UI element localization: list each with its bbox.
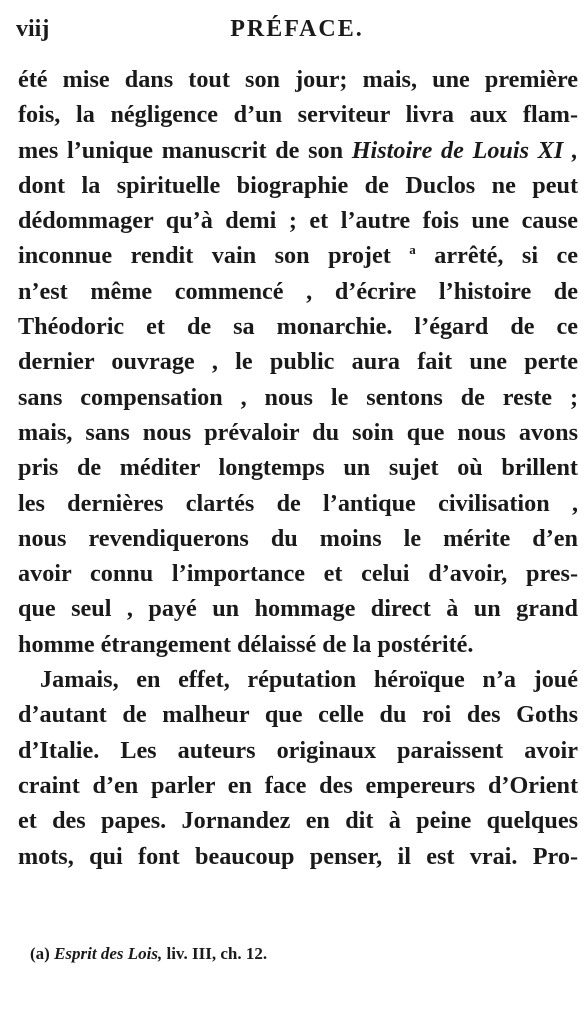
text-line: dont la spirituelle biographie de Duclos ne peut — [18, 171, 578, 199]
text-line: mots, qui font beaucoup penser, il est vrai. Pro- — [18, 842, 578, 870]
footnote-marker: (a) — [30, 944, 50, 963]
text-line: Jamais, en effet, réputation héroïque n’a joué — [40, 666, 578, 694]
footnote-source: Esprit des Lois, — [54, 944, 163, 963]
text-line: n’est même commencé , d’écrire l’histoire de — [18, 277, 578, 305]
footnote-reference-text: liv. III, ch. 12. — [162, 944, 268, 963]
text-line: sans compensation , nous le sentons de reste ; — [18, 383, 578, 411]
running-head — [16, 16, 578, 48]
body-text — [18, 62, 578, 874]
text-line: été mise dans tout son jour; mais, une première — [18, 66, 578, 93]
text-fragment: arrêté, si ce — [415, 242, 578, 270]
text-line: et des papes. Jornandez en dit à peine quelques — [18, 807, 578, 835]
text-line — [18, 238, 578, 273]
text-line: d’Italie. Les auteurs originaux paraissent avoir — [18, 736, 578, 764]
text-line: les dernières clartés de l’antique civilisation , — [18, 489, 578, 517]
footnote — [30, 944, 267, 964]
text-line: mais, sans nous prévaloir du soin que nous avons — [18, 418, 578, 446]
text-line: homme étrangement délaissé de la postérité. — [18, 630, 474, 658]
text-fragment: mes l’unique manuscrit de son — [18, 136, 352, 164]
text-line: fois, la négligence d’un serviteur livra aux flam- — [18, 101, 578, 129]
text-line: pris de méditer longtemps un sujet où brillent — [18, 454, 578, 482]
text-line — [18, 133, 578, 168]
page-number: viij — [16, 16, 50, 42]
footnote-reference: a — [409, 242, 416, 258]
text-line: dédommager qu’à demi ; et l’autre fois une cause — [18, 207, 578, 235]
book-title: Histoire de Louis XI , — [351, 136, 578, 164]
text-line: craint d’en parler en face des empereurs d’Orient — [18, 771, 578, 799]
text-line: d’autant de malheur que celle du roi des Goths — [18, 701, 578, 729]
text-line: Théodoric et de sa monarchie. l’égard de ce — [18, 313, 578, 341]
text-line: avoir connu l’importance et celui d’avoir, pres- — [18, 560, 578, 588]
text-line: que seul , payé un hommage direct à un grand — [18, 595, 578, 623]
running-title: PRÉFACE. — [230, 16, 364, 42]
text-fragment: inconnue rendit vain son projet — [18, 242, 410, 270]
text-line: nous revendiquerons du moins le mérite d’en — [18, 524, 578, 552]
text-line: dernier ouvrage , le public aura fait une perte — [18, 348, 578, 376]
